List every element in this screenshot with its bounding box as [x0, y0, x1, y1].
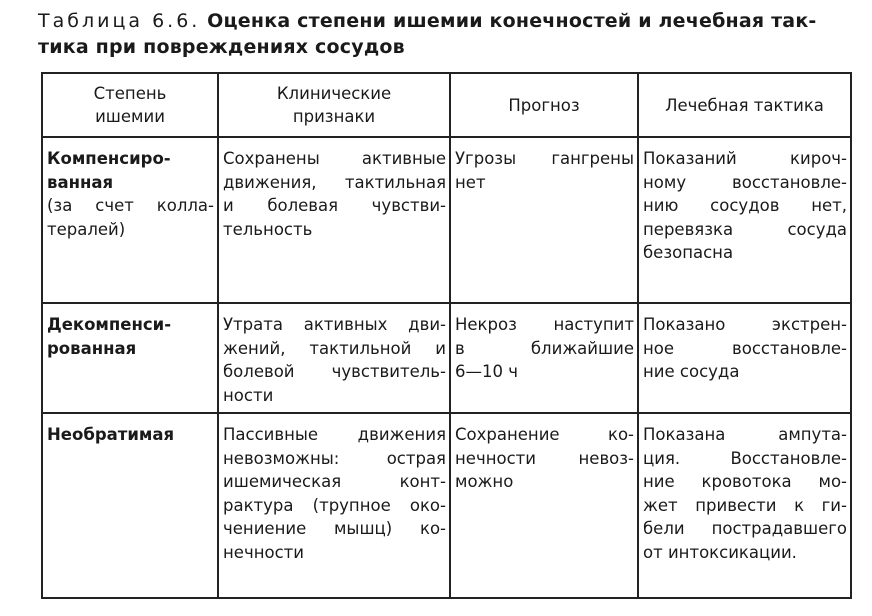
cell-text-line: Пассивные движения: [223, 425, 446, 444]
table-header-row: [42, 73, 851, 137]
cell-text-line: Утрата активных дви-: [223, 315, 446, 334]
header-text-line: ишемии: [95, 107, 165, 126]
caption-line-1: [38, 8, 858, 34]
cell-text-line: Сохранены активные: [223, 149, 446, 168]
cell-text-line: Показана ампута-: [643, 425, 847, 444]
cell-text-line: рактура (трупное око-: [223, 495, 446, 515]
cell-text-line: Показано экстрен-: [643, 315, 847, 334]
header-grade: [42, 73, 218, 137]
cell-text-line: ванная: [47, 172, 114, 192]
grade-cell: [42, 137, 218, 303]
header-text-line: Клинические: [276, 84, 392, 103]
cell-text-line: движения, тактильная: [223, 172, 446, 192]
caption-label: Таблица 6.6.: [38, 10, 201, 32]
cell-text-line: Компенсиро-: [47, 149, 171, 168]
cell-text-line: безопасна: [643, 243, 734, 262]
cell-text-line: ишемическая конт-: [223, 472, 446, 491]
cell-text-line: ние сосуда: [643, 362, 740, 381]
grade-cell: [42, 303, 218, 413]
cell-text-line: (за счет колла-: [47, 196, 214, 215]
cell-text-line: можно: [455, 472, 514, 491]
cell-text-line: жет привести к ги-: [643, 495, 847, 515]
cell-text-line: нию сосудов нет,: [643, 196, 847, 215]
caption-title-2: тика при повреждениях сосудов: [38, 36, 405, 58]
table-row: [42, 303, 851, 413]
grade-cell: [42, 413, 218, 598]
cell-text-line: в ближайшие: [455, 338, 634, 358]
header-signs: [218, 73, 450, 137]
cell-text-line: Показаний кироч-: [643, 149, 847, 168]
table-row: [42, 413, 851, 598]
cell-text-line: бели пострадавшего: [643, 519, 847, 538]
tactics-cell: [638, 413, 851, 598]
cell-text-line: нет: [455, 172, 486, 192]
tactics-cell: [638, 303, 851, 413]
signs-cell: [218, 303, 450, 413]
prognosis-cell: [450, 303, 638, 413]
tactics-cell: [638, 137, 851, 303]
cell-text-line: болевой чувствитель-: [223, 362, 446, 381]
signs-cell: [218, 413, 450, 598]
cell-text-line: невозможны: острая: [223, 448, 446, 468]
cell-text-line: перевязка сосуда: [643, 219, 847, 239]
cell-text-line: ное восстановле-: [643, 338, 847, 358]
cell-text-line: чениение мышц) ко-: [223, 519, 446, 538]
cell-text-line: рованная: [47, 338, 137, 358]
prognosis-cell: [450, 413, 638, 598]
header-text-line: Прогноз: [508, 95, 580, 115]
cell-text-line: от интоксикации.: [643, 542, 797, 562]
caption-title-1: Оценка степени ишемии конечностей и лечебная так-: [207, 10, 817, 32]
table-caption: [38, 8, 858, 60]
cell-text-line: и болевая чувстви-: [223, 196, 446, 215]
cell-text-line: нечности: [223, 542, 304, 562]
cell-text-line: Необратимая: [47, 425, 175, 444]
cell-text-line: Сохранение ко-: [455, 425, 634, 444]
cell-text-line: ние кровотока мо-: [643, 472, 847, 491]
cell-text-line: Некроз наступит: [455, 315, 634, 334]
cell-text-line: ция. Восстановле-: [643, 448, 847, 468]
table-row: [42, 137, 851, 303]
header-text-line: признаки: [292, 107, 376, 126]
cell-text-line: Угрозы гангрены: [455, 149, 634, 168]
cell-text-line: жений, тактильной и: [223, 338, 446, 358]
cell-text-line: 6—10 ч: [455, 362, 518, 381]
header-text-line: Степень: [93, 84, 167, 103]
ischemia-table: [41, 72, 852, 599]
prognosis-cell: [450, 137, 638, 303]
cell-text-line: Декомпенси-: [47, 315, 172, 334]
header-tactics: [638, 73, 851, 137]
header-prognosis: [450, 73, 638, 137]
header-text-line: Лечебная тактика: [665, 95, 824, 115]
cell-text-line: нечности невоз-: [455, 448, 634, 468]
cell-text-line: тералей): [47, 219, 126, 239]
cell-text-line: тельность: [223, 219, 313, 239]
cell-text-line: ности: [223, 385, 274, 405]
signs-cell: [218, 137, 450, 303]
cell-text-line: ному восстановле-: [643, 172, 847, 192]
